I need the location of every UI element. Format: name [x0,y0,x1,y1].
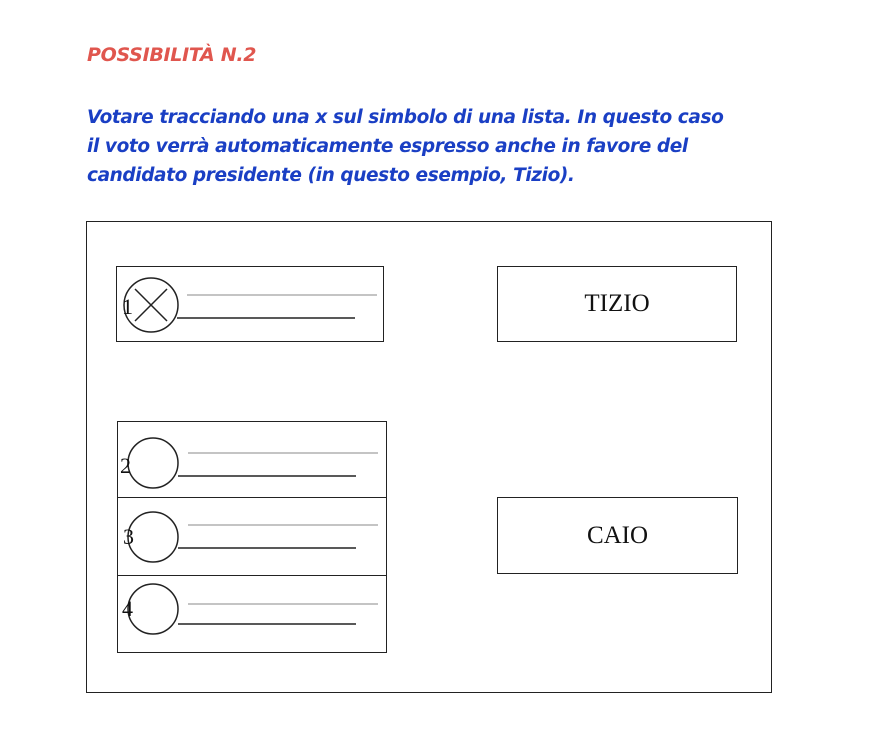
instructions-line: candidato presidente (in questo esempio, Tizio). [87,165,575,186]
list-box-2[interactable] [117,421,387,499]
list-number: 4 [122,596,133,621]
instructions-line: Votare tracciando una x sul simbolo di una lista. In questo caso [87,107,724,128]
instructions-line: il voto verrà automaticamente espresso anche in favore del [87,136,688,157]
list-box-4[interactable] [117,575,387,653]
list-number: 2 [120,453,131,478]
candidate-box-caio[interactable] [497,497,738,574]
instructions-text [87,103,807,190]
list-box-1[interactable] [116,266,384,342]
x-mark-icon [135,289,167,321]
candidate-box-tizio[interactable] [497,266,737,342]
list-symbol-2[interactable] [118,422,388,500]
list-box-3[interactable] [117,497,387,577]
list-number: 1 [122,294,133,319]
section-heading: POSSIBILITÀ N.2 [87,44,257,66]
candidate-name: CAIO [586,521,649,549]
list-symbol-3[interactable] [118,498,388,578]
list-symbol-4[interactable] [118,576,388,654]
list-number: 3 [123,524,134,549]
list-symbol-1[interactable] [117,267,385,343]
candidate-name: TIZIO [584,290,650,317]
